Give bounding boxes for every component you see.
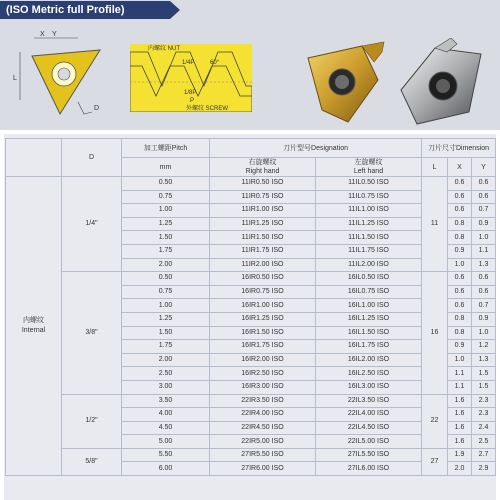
label-x: X <box>40 31 45 38</box>
d-cell: 3/8" <box>62 272 122 394</box>
right-hand-cell: 11IR1.75 ISO <box>210 244 316 258</box>
screw-label: 外螺纹 SCREW <box>186 106 229 112</box>
y-cell: 2.5 <box>472 435 496 449</box>
y-cell: 0.6 <box>472 177 496 191</box>
thread-profile-diagram <box>130 44 252 112</box>
x-cell: 1.6 <box>448 394 472 408</box>
left-hand-cell: 16IL2.00 ISO <box>316 353 422 367</box>
x-cell: 0.6 <box>448 190 472 204</box>
pitch-cell: 1.25 <box>122 312 210 326</box>
x-cell: 1.0 <box>448 258 472 272</box>
y-cell: 1.5 <box>472 380 496 394</box>
pitch-cell: 1.50 <box>122 231 210 245</box>
header-dimension: 刀片尺寸Dimension <box>422 139 496 158</box>
right-hand-cell: 27IR6.00 ISO <box>210 462 316 476</box>
table-row <box>6 272 496 286</box>
right-hand-cell: 11IR1.25 ISO <box>210 217 316 231</box>
left-hand-cell: 16IL0.50 ISO <box>316 272 422 286</box>
right-hand-cell: 16IR1.00 ISO <box>210 299 316 313</box>
left-hand-cell: 11IL1.50 ISO <box>316 231 422 245</box>
y-cell: 1.5 <box>472 367 496 381</box>
right-hand-cell: 16IR2.00 ISO <box>210 353 316 367</box>
x-cell: 0.8 <box>448 231 472 245</box>
x-cell: 0.8 <box>448 312 472 326</box>
left-hand-cell: 22IL4.00 ISO <box>316 408 422 422</box>
y-cell: 0.7 <box>472 204 496 218</box>
pitch-cell: 1.00 <box>122 299 210 313</box>
x-cell: 0.6 <box>448 204 472 218</box>
d-cell: 1/4" <box>62 177 122 272</box>
y-cell: 0.9 <box>472 217 496 231</box>
left-hand-cell: 11IL1.25 ISO <box>316 217 422 231</box>
x-cell: 0.6 <box>448 177 472 191</box>
right-hand-cell: 16IR3.00 ISO <box>210 380 316 394</box>
right-hand-cell: 22IR4.00 ISO <box>210 408 316 422</box>
x-cell: 1.6 <box>448 421 472 435</box>
pitch-cell: 2.00 <box>122 353 210 367</box>
x-cell: 0.8 <box>448 326 472 340</box>
insert-spec-table <box>5 138 496 476</box>
left-hand-cell: 22IL3.50 ISO <box>316 394 422 408</box>
y-cell: 1.2 <box>472 340 496 354</box>
x-cell: 0.9 <box>448 244 472 258</box>
y-cell: 0.9 <box>472 312 496 326</box>
left-hand-cell: 16IL1.25 ISO <box>316 312 422 326</box>
y-cell: 0.6 <box>472 285 496 299</box>
d-cell: 5/8" <box>62 448 122 475</box>
left-hand-cell: 22IL5.00 ISO <box>316 435 422 449</box>
y-cell: 1.0 <box>472 326 496 340</box>
left-hand-cell: 11IL1.75 ISO <box>316 244 422 258</box>
pitch-cell: 2.50 <box>122 367 210 381</box>
y-cell: 0.7 <box>472 299 496 313</box>
left-hand-cell: 11IL0.75 ISO <box>316 190 422 204</box>
right-hand-cell: 22IR4.50 ISO <box>210 421 316 435</box>
left-hand-cell: 16IL1.00 ISO <box>316 299 422 313</box>
left-hand-cell: 16IL3.00 ISO <box>316 380 422 394</box>
header-y: Y <box>472 158 496 177</box>
l-cell: 27 <box>422 448 448 475</box>
x-cell: 1.1 <box>448 380 472 394</box>
x-cell: 1.1 <box>448 367 472 381</box>
x-cell: 0.6 <box>448 272 472 286</box>
table-row <box>6 448 496 462</box>
pitch-cell: 5.50 <box>122 448 210 462</box>
left-hand-cell: 22IL4.50 ISO <box>316 421 422 435</box>
right-hand-cell: 11IR2.00 ISO <box>210 258 316 272</box>
left-hand-cell: 11IL0.50 ISO <box>316 177 422 191</box>
header-type <box>6 139 62 177</box>
header-pitch-unit: mm <box>122 158 210 177</box>
right-hand-cell: 16IR0.75 ISO <box>210 285 316 299</box>
y-cell: 1.1 <box>472 244 496 258</box>
right-hand-cell: 11IR0.75 ISO <box>210 190 316 204</box>
y-cell: 1.3 <box>472 353 496 367</box>
label-l: L <box>13 75 17 82</box>
x-cell: 1.6 <box>448 435 472 449</box>
diameter-leader <box>78 102 92 114</box>
left-hand-cell: 16IL2.50 ISO <box>316 367 422 381</box>
x-cell: 0.9 <box>448 340 472 354</box>
x-cell: 1.0 <box>448 353 472 367</box>
y-cell: 2.7 <box>472 448 496 462</box>
nut-label: 内螺纹 NUT <box>148 46 180 52</box>
pitch-cell: 0.75 <box>122 285 210 299</box>
left-hand-cell: 16IL1.75 ISO <box>316 340 422 354</box>
insert-photo-gold <box>300 40 388 128</box>
pitch-cell: 0.50 <box>122 177 210 191</box>
right-hand-cell: 22IR5.00 ISO <box>210 435 316 449</box>
label-y: Y <box>52 31 57 38</box>
pitch-cell: 3.50 <box>122 394 210 408</box>
right-hand-cell: 16IR2.50 ISO <box>210 367 316 381</box>
pitch-p-label: P <box>190 98 195 104</box>
right-hand-cell: 11IR1.00 ISO <box>210 204 316 218</box>
left-hand-cell: 27IL6.00 ISO <box>316 462 422 476</box>
pitch-cell: 2.00 <box>122 258 210 272</box>
x-cell: 2.0 <box>448 462 472 476</box>
right-hand-cell: 11IR0.50 ISO <box>210 177 316 191</box>
y-cell: 1.3 <box>472 258 496 272</box>
d-cell: 1/2" <box>62 394 122 448</box>
x-cell: 1.6 <box>448 408 472 422</box>
header-l: L <box>422 158 448 177</box>
label-d: D <box>94 105 100 112</box>
right-hand-cell: 16IR1.25 ISO <box>210 312 316 326</box>
pitch-cell: 0.75 <box>122 190 210 204</box>
l-cell: 22 <box>422 394 448 448</box>
x-cell: 0.8 <box>448 217 472 231</box>
pitch-cell: 1.75 <box>122 340 210 354</box>
insert-outline-diagram <box>12 28 110 118</box>
y-cell: 0.6 <box>472 190 496 204</box>
right-hand-cell: 16IR1.75 ISO <box>210 340 316 354</box>
table-row <box>6 394 496 408</box>
l-cell: 16 <box>422 272 448 394</box>
pitch-cell: 5.00 <box>122 435 210 449</box>
right-hand-cell: 22IR3.50 ISO <box>210 394 316 408</box>
pitch-cell: 3.00 <box>122 380 210 394</box>
pitch-cell: 4.50 <box>122 421 210 435</box>
x-cell: 0.6 <box>448 299 472 313</box>
header-d: D <box>62 139 122 177</box>
y-cell: 2.3 <box>472 394 496 408</box>
table-row <box>6 177 496 191</box>
y-cell: 2.9 <box>472 462 496 476</box>
right-hand-cell: 11IR1.50 ISO <box>210 231 316 245</box>
left-hand-cell: 16IL0.75 ISO <box>316 285 422 299</box>
l-cell: 11 <box>422 177 448 272</box>
right-hand-cell: 16IR1.50 ISO <box>210 326 316 340</box>
pitch-cell: 1.25 <box>122 217 210 231</box>
header-pitch: 加工螺距Pitch <box>122 139 210 158</box>
x-cell: 0.6 <box>448 285 472 299</box>
left-hand-cell: 16IL1.50 ISO <box>316 326 422 340</box>
header-left-hand: 左旋螺纹 Left hand <box>316 158 422 177</box>
right-hand-cell: 16IR0.50 ISO <box>210 272 316 286</box>
y-cell: 1.0 <box>472 231 496 245</box>
pitch-cell: 1.50 <box>122 326 210 340</box>
pitch-cell: 4.00 <box>122 408 210 422</box>
silver-insert-hole-inner <box>436 79 450 93</box>
y-cell: 2.4 <box>472 421 496 435</box>
left-hand-cell: 27IL5.50 ISO <box>316 448 422 462</box>
type-cell: 内螺纹 Internal <box>6 177 62 476</box>
pitch-cell: 1.00 <box>122 204 210 218</box>
header-x: X <box>448 158 472 177</box>
pitch-cell: 6.00 <box>122 462 210 476</box>
right-hand-cell: 27IR5.50 ISO <box>210 448 316 462</box>
header-designation: 刀片型号Designation <box>210 139 422 158</box>
insert-hole-inner <box>58 68 70 80</box>
pitch-quarter-label: 1/4P <box>182 60 195 66</box>
pitch-eighth-label: 1/8P <box>184 90 197 96</box>
x-cell: 1.9 <box>448 448 472 462</box>
page-title: (ISO Metric full Profile) <box>0 1 170 19</box>
y-cell: 2.3 <box>472 408 496 422</box>
left-hand-cell: 11IL1.00 ISO <box>316 204 422 218</box>
left-hand-cell: 11IL2.00 ISO <box>316 258 422 272</box>
pitch-cell: 1.75 <box>122 244 210 258</box>
insert-photo-silver <box>395 38 495 130</box>
y-cell: 0.6 <box>472 272 496 286</box>
pitch-cell: 0.50 <box>122 272 210 286</box>
gold-insert-hole-inner <box>335 75 349 89</box>
header-right-hand: 右旋螺纹 Right hand <box>210 158 316 177</box>
angle-label: 60° <box>210 60 220 66</box>
